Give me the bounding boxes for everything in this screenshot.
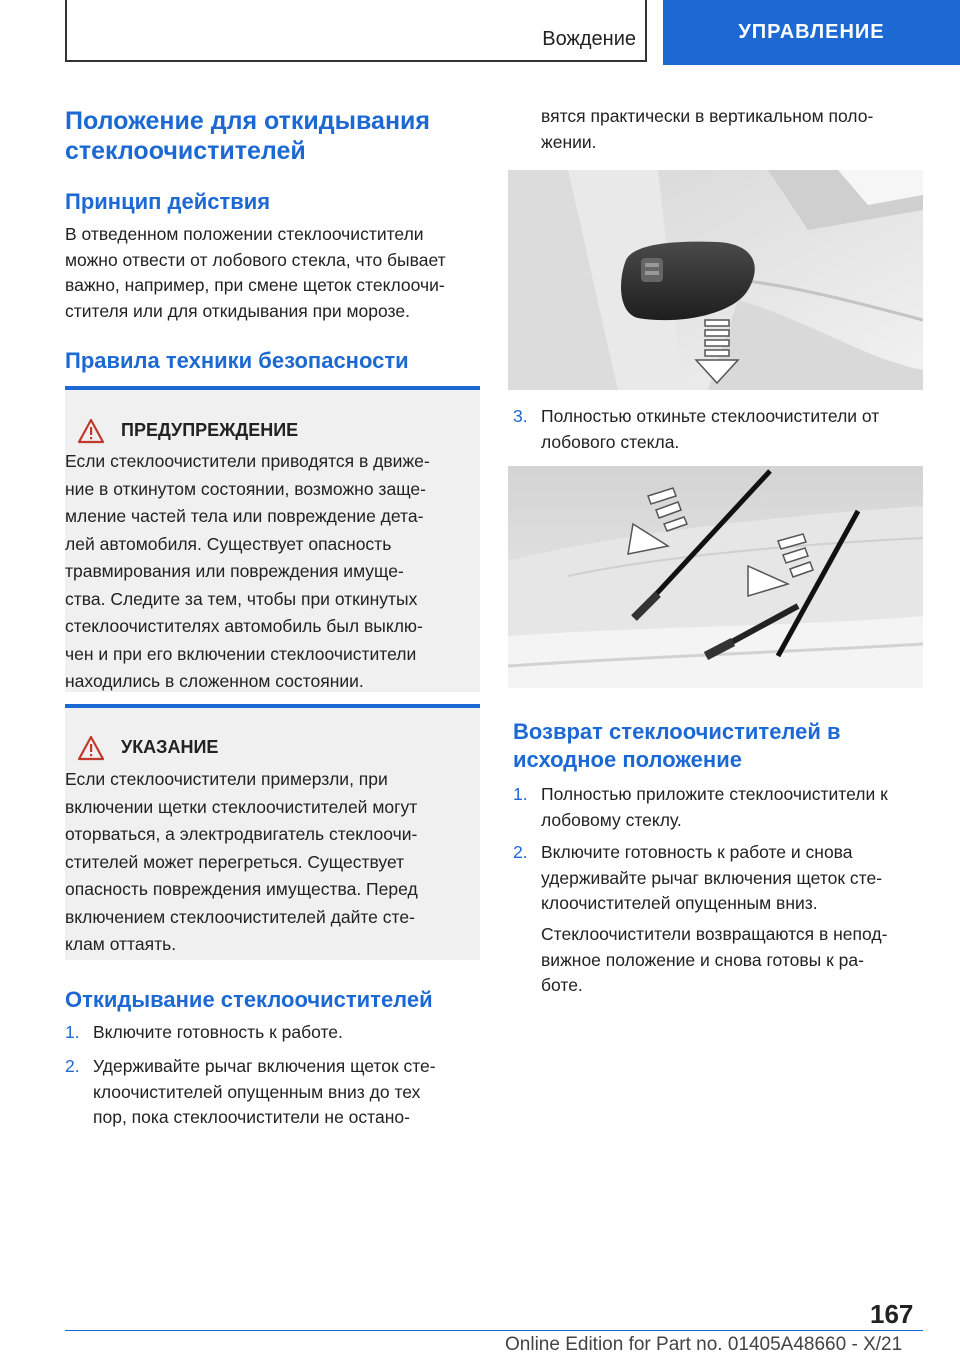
- text-line: мление частей тела или повреждение дета-: [65, 506, 424, 526]
- section-label: Вождение: [542, 28, 636, 50]
- text-line: лей автомобиля. Существует опасность: [65, 533, 392, 554]
- notice-text: [65, 766, 418, 959]
- page-number: 167: [870, 1299, 914, 1329]
- text-line: жении.: [541, 131, 597, 152]
- text-line: ства. Следите за тем, чтобы при откинутых: [65, 588, 418, 609]
- warning-text: [65, 448, 430, 696]
- step-number: 1.: [65, 1022, 80, 1042]
- warning-title: ПРЕДУПРЕЖДЕНИЕ: [121, 420, 299, 440]
- chapter-tab[interactable]: [663, 0, 960, 65]
- heading-line: исходное положение: [513, 747, 742, 772]
- text-line: травмирования или повреждения имуще-: [65, 561, 404, 581]
- principle-heading: Принцип действия: [65, 189, 271, 214]
- text-line: находились в сложенном состоянии.: [65, 671, 364, 691]
- text-line: вятся практически в вертикальном поло-: [541, 106, 874, 126]
- text-line: включением стеклоочистителей дайте сте-: [65, 906, 415, 927]
- text-line: лобовому стеклу.: [541, 809, 682, 830]
- step-text: Включите готовность к работе.: [93, 1022, 343, 1042]
- list-item: [513, 840, 923, 920]
- text-line: чен и при его включении стеклоочистители: [65, 643, 417, 664]
- warning-box: [65, 386, 480, 692]
- text-line: вижное положение и снова готовы к ра-: [541, 949, 864, 970]
- step-number: 2.: [513, 842, 528, 862]
- text-line: клоочистителей опущенным вниз.: [541, 893, 818, 913]
- continuation-text: [541, 104, 931, 155]
- step-text: [541, 404, 879, 455]
- step-number: 2.: [65, 1056, 80, 1076]
- text-line: Полностью приложите стеклоочистители к: [541, 784, 888, 804]
- warning-triangle-icon: [77, 418, 105, 444]
- text-line: клам оттаять.: [65, 934, 177, 954]
- list-item: [65, 1054, 485, 1134]
- safety-heading: Правила техники безопасности: [65, 348, 409, 373]
- list-item: [65, 1020, 485, 1046]
- text-line: Стеклоочистители возвращаются в непод-: [541, 924, 888, 944]
- wiper-stalk-illustration: [508, 170, 923, 390]
- step-text: [541, 782, 888, 833]
- notice-triangle-icon: [77, 735, 105, 761]
- step-number: 1.: [513, 784, 528, 804]
- step-text: [541, 840, 882, 917]
- return-result-text: [541, 922, 931, 999]
- text-line: боте.: [541, 975, 583, 995]
- text-line: опасность повреждения имущества. Перед: [65, 879, 418, 899]
- page-title-line-1: Положение для откидывания: [65, 107, 431, 135]
- text-line: стителя или для откидывания при морозе.: [65, 300, 410, 321]
- fold-heading: Откидывание стеклоочистителей: [65, 987, 433, 1012]
- text-line: удерживайте рычаг включения щеток сте-: [541, 867, 883, 888]
- text-line: Включите готовность к работе и снова: [541, 842, 853, 862]
- text-line: Удерживайте рычаг включения щеток сте-: [93, 1056, 436, 1076]
- text-line: Если стеклоочистители приводятся в движе-: [65, 451, 430, 471]
- text-line: стителей может перегреться. Существует: [65, 851, 405, 872]
- edition-text: Online Edition for Part no. 01405A48660 - X/21: [505, 1334, 903, 1355]
- list-item: [513, 782, 923, 834]
- text-line: Если стеклоочистители примерзли, при: [65, 769, 388, 789]
- text-line: включении щетки стеклоочистителей могут: [65, 796, 418, 817]
- return-heading: [513, 718, 923, 774]
- text-line: клоочистителей опущенным вниз до тех: [93, 1081, 421, 1102]
- page-title-line-2: стеклоочистителей: [65, 137, 306, 165]
- folded-wipers-illustration: [508, 466, 923, 688]
- step-text: [93, 1054, 436, 1131]
- text-line: пор, пока стеклоочистители не остано-: [93, 1107, 410, 1127]
- list-item: [513, 404, 923, 456]
- text-line: важно, например, при смене щеток стеклоочи-: [65, 275, 445, 295]
- heading-line: Возврат стеклоочистителей в: [513, 719, 841, 744]
- notice-title: УКАЗАНИЕ: [121, 737, 219, 757]
- step-number: 3.: [513, 406, 528, 426]
- notice-box: [65, 704, 480, 960]
- text-line: можно отвести от лобового стекла, что бывает: [65, 249, 446, 270]
- text-line: Полностью откиньте стеклоочистители от: [541, 406, 880, 426]
- page-title: [65, 106, 485, 166]
- text-line: В отведенном положении стеклоочистители: [65, 224, 424, 244]
- footer-divider: [65, 1330, 923, 1331]
- principle-text: [65, 222, 485, 324]
- text-line: оторваться, а электродвигатель стеклоочи-: [65, 824, 418, 844]
- text-line: стеклоочистителях автомобиль был выклю-: [65, 616, 423, 636]
- chapter-label: УПРАВЛЕНИЕ: [738, 21, 885, 43]
- text-line: лобового стекла.: [541, 431, 680, 452]
- text-line: ние в откинутом состоянии, возможно заще-: [65, 478, 426, 499]
